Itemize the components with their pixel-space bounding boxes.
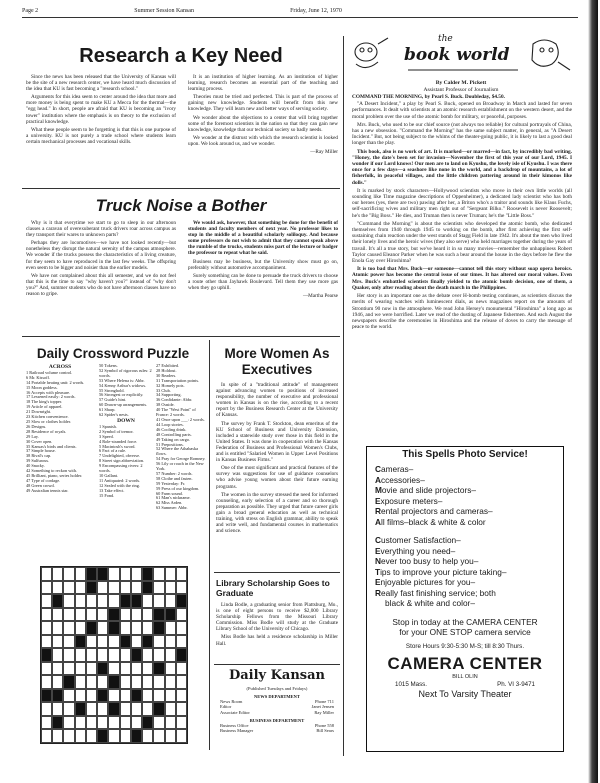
crossword-cell[interactable]	[52, 662, 63, 676]
across-list-a: 1 Railroad volume control. 6 Mr. Kissoff. 14 Portable heating unit: 2 words. 15 Moon goddess. 16 Accepts with pleasure. 17 Lessened easily: 2 words. 18 The king's topper. 19 Article of apparel. 21 Downright. 23 Kitchen convenience. 25 Slow or clothes holder. 26 Designs. 28 Residence of royals. 29 Lay. 30 Cover open. 35 Kansas's birds and clients. 37 Simple house. 38 Rival's cap. 39 Sulfurous. 40 Snacky. 42 Something to reckon with. 45 Brilliant, piano, series holder. 47 Type of cordage. 48 Green crowd. 49 Australian tennis star.	[26, 369, 85, 493]
ad-next-to: Next To Varsity Theater	[418, 688, 512, 699]
crossword-cell[interactable]	[75, 716, 86, 730]
crossword-cell[interactable]	[153, 675, 164, 689]
crossword-black-cell	[41, 648, 52, 662]
crossword-grid[interactable]	[40, 566, 188, 744]
crossword-cell[interactable]	[108, 635, 119, 649]
crossword-cell[interactable]	[52, 608, 63, 622]
crossword-black-cell	[120, 635, 131, 649]
crossword-cell[interactable]	[75, 648, 86, 662]
women-p4: The women in the survey stressed the need for informed counseling, early selection of a career and so thorough preparation as possible. They urged that future career girls gain a broad general education as well as technical training, with stress on English grammar, ability to speak and write well, and fundamental courses in mathematics and science.	[216, 491, 338, 535]
crossword-black-cell	[176, 594, 187, 608]
crossword-cell[interactable]	[120, 729, 131, 743]
crossword-cell[interactable]	[97, 702, 108, 716]
crossword-cell[interactable]	[75, 662, 86, 676]
crossword-cell[interactable]	[97, 716, 108, 730]
crossword-cell[interactable]	[142, 608, 153, 622]
crossword-cell[interactable]	[52, 702, 63, 716]
crossword-cell[interactable]	[153, 581, 164, 595]
crossword-cell[interactable]	[142, 648, 153, 662]
crossword-cell[interactable]	[131, 567, 142, 581]
review-p5: "Command the Morning" is about the scientists who developed the atomic bomb, who dedicated themselves from 1940 through 1945 to working on the bomb, after first achieving the first self-sustaining chain reaction under the west stands of Stagg Field in late 1942. It's about the men who lived their lonely lives and the heroic wives (they also serve) who held marriages together during the years of travail. It's all a true story, but we've heard it in so many movies—remember the unhappiness Robert Taylor caused Eleanor Parker when he was such a bear around the house in the days before he flew the Enola Gay over Hiroshima?	[352, 220, 572, 265]
ad-owner: BILL OLIN	[452, 673, 478, 680]
review-p7: Her story is an important one as the debate over H-bomb testing continues, as scientists discuss the merits of wearing watches with luminescent dials, as news magazines report on the amounts of Strontium 90 now in the atmosphere. We read John Hersey's monumental "Hiroshima" a long ago as 1946, and we were horrified. Later we read of the dusting of Japanese fishermen. And each August the newspapers describe the ceremonies in Hiroshima and the release of doves to carry the message of peace to the world.	[352, 293, 572, 331]
crossword-black-cell	[153, 662, 164, 676]
ad-acrostic-center: Customer Satisfaction– Everything you need– Never too busy to help you– Tips to improve your picture taking– Enjoyable pictures for you– Really fast finishing service; both black & white and color–	[375, 535, 555, 609]
truck-p6: Surely something can be done to persuade the truck drivers to choose a route other than Jayhawk Boulevard. Tell them they use more gas when they go uphill.	[188, 272, 338, 291]
crossword-cell[interactable]	[63, 729, 74, 743]
book-review	[352, 94, 572, 332]
truck-headline: Truck Noise a Bother	[95, 196, 267, 215]
crossword-cell[interactable]	[86, 608, 97, 622]
crossword-cell[interactable]	[52, 675, 63, 689]
crossword-cell[interactable]	[108, 662, 119, 676]
ad-hours: Store Hours 9:30-5:30 M-S; till 8:30 Thurs.	[405, 642, 525, 650]
paper-name: Summer Session Kansan	[134, 8, 194, 14]
crossword-black-cell	[120, 594, 131, 608]
women-p3: One of the most significant and practical features of the survey was suggestions for use of guidance counselors who advise young women about their future earning programs.	[216, 465, 338, 490]
divider	[214, 572, 340, 573]
crossword-black-cell	[86, 581, 97, 595]
crossword-cell[interactable]	[176, 729, 187, 743]
issue-date: Friday, June 12, 1970	[290, 8, 342, 14]
truck-column-2	[188, 220, 338, 299]
crossword-cell[interactable]	[86, 729, 97, 743]
crossword-cell[interactable]	[142, 662, 153, 676]
crossword-cell[interactable]	[120, 608, 131, 622]
divider	[22, 188, 340, 189]
research-column-1	[26, 74, 176, 147]
crossword-cell[interactable]	[153, 729, 164, 743]
crossword-cell[interactable]	[176, 608, 187, 622]
crossword-cell[interactable]	[131, 716, 142, 730]
crossword-cell[interactable]	[120, 662, 131, 676]
banner-the: the	[438, 34, 453, 44]
crossword-cell[interactable]	[176, 621, 187, 635]
review-p1: "A Desert Incident," a play by Pearl S. Buck, opened on Broadway in March and lasted for seven performances. It dealt with scientists at an atomic research establishment on the western desert, and the moral problem over the use of the atomic bomb for military, or peaceful, purposes.	[352, 101, 572, 120]
crossword-cell[interactable]	[165, 716, 176, 730]
crossword-black-cell	[52, 689, 63, 703]
women-headline: More Women As Executives	[224, 346, 330, 377]
research-p1: Since the news has been released that the University of Kansas will be the site of a new research center, we have heard much discussion of the idea that KU is fast becoming a "research school."	[26, 74, 176, 93]
masthead-pub: (Published Tuesdays and Fridays)	[246, 686, 308, 691]
ad-stop-2: for your ONE STOP camera service	[399, 627, 531, 638]
masthead-logo: Daily Kansan	[228, 668, 326, 683]
down-label: DOWN	[117, 417, 135, 424]
divider	[22, 336, 340, 337]
review-p2: Mrs. Buck, who used to be our chief source (not always too reliable) for cultural portrayals of China, has a new obsession. "Command the Morning" has the same subject matter, in general, as "A Desert Incident." But, not being subject to the whims of the theater-going public, it is likely to last a good deal longer than the play.	[352, 121, 572, 147]
review-p3: This book, also is no work of art. It is marked—or marred—in fact, by incredibly bad writing. "Honey, the date's been set for invasion—November the first of this year of our Lord, 1945. I wonder if our Lord knows! Our men are to land on Kyushu, the lovely isle of Kyushu. I was there once for a few days—a seashore like none in the world, and a backdrop of mountains, a lot of fisherfolk, in peaceful villages, and the little children pattering around in their kimonos like dolls."	[352, 148, 572, 186]
crossword-cell[interactable]	[131, 662, 142, 676]
crossword-cell[interactable]	[120, 702, 131, 716]
crossword-cell[interactable]	[97, 594, 108, 608]
crossword-cell[interactable]	[41, 635, 52, 649]
ad-stop-1: Stop in today at the CAMERA CENTER	[392, 616, 538, 627]
crossword-cell[interactable]	[52, 581, 63, 595]
crossword-cell[interactable]	[41, 675, 52, 689]
crossword-black-cell	[63, 675, 74, 689]
women-p1: In spite of a "traditional attitude" of management against advancing women to positions of increased responsibility, the number of executive and professional women in Kansas is on the rise, according to a recent report by the Business Research Center at the University of Kansas.	[216, 382, 338, 419]
crossword-cell[interactable]	[176, 675, 187, 689]
crossword-cell[interactable]	[142, 689, 153, 703]
crossword-cell[interactable]	[176, 567, 187, 581]
crossword-black-cell	[142, 581, 153, 595]
crossword-cell[interactable]	[176, 581, 187, 595]
research-p6: We wonder about the objections to a center that will bring together some of the foremost scientists in the nation so that they can gain new knowledge, knowledge that our technical society so badly needs.	[188, 114, 338, 133]
crossword-black-cell	[108, 608, 119, 622]
crossword-cell[interactable]	[75, 729, 86, 743]
camera-center-ad	[366, 446, 564, 752]
truck-p4: We would ask, however, that something be done for the benefit of students and faculty members of next year. No professor likes to stop in the middle of a beautiful scholarly soliloquy. And because some professors do not wish to admit that they cannot speak above the rumble of the trucks, students miss part of the lecture or badger the professor to repeat what he said.	[188, 220, 338, 257]
crossword-cell[interactable]	[41, 729, 52, 743]
crossword-cell[interactable]	[63, 702, 74, 716]
crossword-cell[interactable]	[63, 635, 74, 649]
research-headline: Research a Key Need	[79, 45, 283, 67]
crossword-cell[interactable]	[108, 689, 119, 703]
crossword-cell[interactable]	[63, 567, 74, 581]
crossword-black-cell	[131, 594, 142, 608]
crossword-cell[interactable]	[131, 635, 142, 649]
page-number: Page 2	[22, 8, 39, 14]
crossword-black-cell	[153, 621, 164, 635]
ad-phone: Ph. VI 3-9471	[497, 680, 535, 688]
crossword-cell[interactable]	[75, 594, 86, 608]
crossword-black-cell	[75, 702, 86, 716]
crossword-cell[interactable]	[131, 581, 142, 595]
crossword-cell[interactable]	[142, 594, 153, 608]
crossword-cell[interactable]	[142, 729, 153, 743]
crossword-cell[interactable]	[165, 648, 176, 662]
crossword-cell[interactable]	[120, 689, 131, 703]
crossword-cell[interactable]	[41, 608, 52, 622]
crossword-cell[interactable]	[52, 621, 63, 635]
masthead-staff: NEWS DEPARTMENT News Room Phone 711 Editor Janet Jensen Associate Editor Ray Miller BUSINESS DEPARTMENT Business Office Phone 558 Business Manager Bill Sears	[220, 694, 334, 734]
truck-signature: —Martha Pearse	[302, 293, 338, 300]
column-divider	[209, 340, 210, 750]
crossword-cell[interactable]	[97, 648, 108, 662]
crossword-black-cell	[97, 567, 108, 581]
crossword-cell[interactable]	[153, 635, 164, 649]
truck-p3: We have not complained about this all semester, and we do not feel that this is the time to say "why haven't you?" instead of "why don't you?" And, summer students who do not have afternoon classes have no reason to gripe.	[26, 272, 176, 298]
crossword-cell[interactable]	[75, 621, 86, 635]
truck-p5: Business may be business, but the University show must go on, preferably without automotive accompaniment.	[188, 258, 338, 271]
ad-last-line: black & white and color–	[385, 598, 475, 609]
review-p4: It is marked by stock characters—Hollywood scientists who move in their own little worlds (all sounding like Time magazine descriptions of Oppenheimer), a dedicated lady scientist who has both our heroes (yes, there are two) pawing after her, a Briton who's a traitor and sounds like Klaus Fuchs, self-sacrificing wives and military men right out of "Sergeant Bilko." Roosevelt is never Roosevelt; he's the "Big Boss." He dies, and Truman then is never Truman; he's the "Little Boss."	[352, 187, 572, 219]
crossword-cell[interactable]	[153, 567, 164, 581]
crossword-cell[interactable]	[41, 594, 52, 608]
crossword-cell[interactable]	[86, 662, 97, 676]
crossword-cell[interactable]	[165, 581, 176, 595]
ad-address: 1015 Mass.	[395, 680, 427, 688]
truck-p2: Perhaps they are locomotives—we have not looked recently—but nonetheless they disrupt the natural serenity of the campus atmosphere. We wonder if the trucks possess the characteristics of a living creature, for they seem to have reproduced in the last few weeks. The offspring even seem to be bigger and noisier than the earlier models.	[26, 240, 176, 271]
crossword-cell[interactable]	[165, 675, 176, 689]
crossword-black-cell	[165, 608, 176, 622]
crossword-cell[interactable]	[86, 689, 97, 703]
crossword-cell[interactable]	[75, 608, 86, 622]
crossword-black-cell	[86, 567, 97, 581]
truck-column-1	[26, 220, 176, 299]
crossword-cell[interactable]	[52, 729, 63, 743]
crossword-cell[interactable]	[41, 662, 52, 676]
crossword-cell[interactable]	[86, 716, 97, 730]
crossword-cell[interactable]	[142, 675, 153, 689]
crossword-cell[interactable]	[41, 702, 52, 716]
crossword-cell[interactable]	[120, 581, 131, 595]
crossword-across-clues	[26, 364, 94, 494]
crossword-cell[interactable]	[131, 675, 142, 689]
crossword-cell[interactable]	[108, 648, 119, 662]
crossword-clues-col-3: 27 Exhibited. 28 Holdout. 30 Readers. 31 Transportation points. 32 Homely pots. 33 Club. 34 Supporting. 36 Confidante: Abbr. 38 Ouside. 40 The "West Point" of France: 2 words. 41 Once upon ___: 2 words. 44 Loop stories. 46 Cooling drink. 48 Controlling parts. 49 Taking on cargo. 51 Prepositions. 52 Where the Athabaska flows. 54 Pray for George Romney. 56 Lily or roach in the New York. 57 Number: 2 words. 58 Clothe and fasten. 59 Yesterday: Fr. 59 Press of our kingdom. 60 Farm sound. 61 Man's nickname. 62 Miss Arden. 63 Summer: Abbr.	[156, 363, 206, 511]
crossword-black-cell	[41, 689, 52, 703]
research-column-2	[188, 74, 338, 155]
crossword-cell[interactable]	[165, 567, 176, 581]
crossword-cell[interactable]	[120, 716, 131, 730]
crossword-cell[interactable]	[97, 608, 108, 622]
crossword-cell[interactable]	[63, 648, 74, 662]
ad-title: This Spells Photo Service!	[402, 449, 528, 460]
crossword-cell[interactable]	[97, 675, 108, 689]
research-p2: Arguments for this idea seem to center around the idea that more and more money is being spent to make KU a Mecca for the thermal—the "egg head." In short, people are afraid that KU is becoming an "ivory tower" institution where the emphasis is on theory to the exclusion of practical knowledge.	[26, 94, 176, 125]
crossword-cell[interactable]	[165, 635, 176, 649]
crossword-cell[interactable]	[75, 581, 86, 595]
crossword-cell[interactable]	[142, 702, 153, 716]
crossword-black-cell	[142, 567, 153, 581]
news-dept-label: NEWS DEPARTMENT	[254, 694, 300, 699]
crossword-cell[interactable]	[63, 608, 74, 622]
crossword-black-cell	[131, 648, 142, 662]
crossword-cell[interactable]	[108, 594, 119, 608]
crossword-cell[interactable]	[86, 675, 97, 689]
crossword-cell[interactable]	[86, 702, 97, 716]
crossword-cell[interactable]	[108, 567, 119, 581]
crossword-cell[interactable]	[165, 621, 176, 635]
crossword-cell[interactable]	[176, 689, 187, 703]
business-dept-label: BUSINESS DEPARTMENT	[249, 717, 305, 723]
byline-role: Assistant Professor of Journalism	[423, 86, 499, 93]
review-head: COMMAND THE MORNING, by Pearl S. Buck. Doubleday, $4.50.	[352, 94, 505, 100]
crossword-black-cell	[52, 594, 63, 608]
crossword-black-cell	[131, 689, 142, 703]
crossword-cell[interactable]	[131, 608, 142, 622]
column-divider	[343, 36, 344, 756]
divider	[214, 664, 340, 665]
crossword-cell[interactable]	[41, 567, 52, 581]
crossword-cell[interactable]	[97, 581, 108, 595]
crossword-cell[interactable]	[165, 689, 176, 703]
crossword-cell[interactable]	[63, 621, 74, 635]
crossword-cell[interactable]	[165, 729, 176, 743]
crossword-cell[interactable]	[176, 702, 187, 716]
crossword-black-cell	[153, 702, 164, 716]
crossword-black-cell	[108, 675, 119, 689]
crossword-cell[interactable]	[108, 729, 119, 743]
research-p3: What these people seem to be forgetting is that this is one purpose of a university. KU is not purely a trade school where students learn certain mechanical processes and vocational skills.	[26, 126, 176, 145]
crossword-cell[interactable]	[52, 635, 63, 649]
crossword-cell[interactable]	[120, 567, 131, 581]
crossword-cell[interactable]	[153, 716, 164, 730]
banner-book-world: book world	[404, 45, 510, 65]
research-p5: Theories must be tried and perfected. This is part of the process of gaining new knowledge. Students will benefit from this new knowledge. They will learn new and better ways of serving society.	[188, 94, 338, 113]
women-article	[216, 382, 338, 536]
crossword-cell[interactable]	[75, 689, 86, 703]
crossword-black-cell	[97, 662, 108, 676]
crossword-black-cell	[176, 648, 187, 662]
crossword-black-cell	[131, 729, 142, 743]
crossword-cell[interactable]	[153, 594, 164, 608]
crossword-cell[interactable]	[41, 621, 52, 635]
crossword-cell[interactable]	[63, 662, 74, 676]
crossword-black-cell	[52, 716, 63, 730]
crossword-cell[interactable]	[176, 662, 187, 676]
crossword-cell[interactable]	[120, 621, 131, 635]
crossword-cell[interactable]	[52, 567, 63, 581]
crossword-black-cell	[86, 621, 97, 635]
binding-edge	[588, 0, 598, 783]
crossword-cell[interactable]	[63, 716, 74, 730]
crossword-cell[interactable]	[120, 648, 131, 662]
crossword-cell[interactable]	[131, 702, 142, 716]
women-p2: The survey by Frank T. Stockton, dean emeritus of the KU School of Business and University Extension, included a statewide study over those in this field in the United States. It was done in cooperation with the Kansas Federation of Business and Professional Women's Clubs, and is entitled "Salaried Women in Upper Level Positions in Kansas Business Firms."	[216, 420, 338, 464]
crossword-black-cell	[108, 702, 119, 716]
crossword-cell[interactable]	[131, 621, 142, 635]
crossword-cell[interactable]	[153, 689, 164, 703]
research-signature: —Ray Miller	[310, 149, 338, 156]
crossword-black-cell	[97, 729, 108, 743]
crossword-cell[interactable]	[165, 702, 176, 716]
page-header	[22, 8, 578, 18]
crossword-cell[interactable]	[165, 594, 176, 608]
crossword-cell[interactable]	[120, 675, 131, 689]
crossword-cell[interactable]	[97, 621, 108, 635]
scholarship-p1: Linda Bodle, a graduating senior from Plattsburg, Mo., is one of eight persons to receive $2,000 Library Scholarship Fellows from the Missouri Library Commission. Miss Bodle will study at the Graduate Library School of the University of Chicago.	[216, 602, 338, 633]
crossword-cell[interactable]	[63, 594, 74, 608]
crossword-cell[interactable]	[75, 567, 86, 581]
crossword-cell[interactable]	[41, 581, 52, 595]
crossword-cell[interactable]	[75, 675, 86, 689]
crossword-cell[interactable]	[153, 648, 164, 662]
crossword-black-cell	[97, 689, 108, 703]
scholarship-article	[216, 602, 338, 649]
truck-p1: Why is it that everytime we start to go to sleep in our afternoon classes a caravan of overexuberant truck drivers roar across campus as they transport their wares to unknown parts?	[26, 220, 176, 239]
crossword-cell[interactable]	[86, 594, 97, 608]
review-p6: It is too bad that Mrs. Buck—or someone—cannot tell this story without soap opera heroics. Atomic power has become the central issue of our times. It has altered our moral values. Even Mrs. Buck's embattled scientists finally yielded to the atomic bomb decision, one of them, a Quaker, only after reading about the death march in the Philippines.	[352, 266, 572, 291]
crossword-black-cell	[142, 635, 153, 649]
crossword-black-cell	[153, 608, 164, 622]
crossword-black-cell	[75, 635, 86, 649]
crossword-cell[interactable]	[86, 648, 97, 662]
crossword-black-cell	[142, 716, 153, 730]
research-p7: We wonder at the distrust with which the research scientist is looked upon. We look around us, and we wonder.	[188, 134, 338, 147]
crossword-cell[interactable]	[165, 662, 176, 676]
ad-brand: CAMERA CENTER	[387, 653, 543, 673]
research-p4: It is an institution of higher learning. As an institution of higher learning, research becomes an essential part of the teaching and learning process.	[188, 74, 338, 93]
book-world-banner	[348, 34, 574, 76]
crossword-black-cell	[108, 621, 119, 635]
byline-name: By Calder M. Pickett	[435, 80, 487, 86]
crossword-cell[interactable]	[86, 635, 97, 649]
crossword-title: Daily Crossword Puzzle	[36, 346, 190, 361]
crossword-cell[interactable]	[108, 581, 119, 595]
crossword-clues-col-2: 50 Tokens. 52 Symbol of rigorous rules: 2 words. 53 Where Helena is: Abbr. 54 Kenny Arthur's widows. 55 Stronghold. 56 Strongest or explicitly. 57 Guide's hint. 60 Drawn-up arrangements. 61 Sharp. 62 Spider's nests. DOWN 1 Spanish. 2 Symbol of tremor. 3 Speed. 4 Role-stranded force. 5 Macintosh's sword. 6 Fact of a rule. 7 Undelighted, obverse. 8 Street sign abbreviation. 9 Encompassing rivers: 2 words. 10 Gallant. 11 Antiquated: 2 words. 12 Sealed with the ring. 13 Take effect. 15 Fond.	[99, 363, 152, 498]
crossword-cell[interactable]	[176, 635, 187, 649]
crossword-cell[interactable]	[52, 648, 63, 662]
crossword-cell[interactable]	[41, 716, 52, 730]
crossword-cell[interactable]	[176, 716, 187, 730]
book-byline	[348, 80, 574, 93]
scholarship-p2: Miss Bodle has held a residence scholarship in Miller Hall.	[216, 634, 338, 647]
scholarship-headline: Library Scholarship Goes to Graduate	[216, 578, 330, 598]
crossword-cell[interactable]	[108, 716, 119, 730]
crossword-cell[interactable]	[142, 621, 153, 635]
crossword-cell[interactable]	[97, 635, 108, 649]
crossword-cell[interactable]	[63, 581, 74, 595]
across-label: ACROSS	[48, 364, 72, 370]
ad-acrostic-camera: Cameras– Accessories– Movie and slide projectors– Exposure meters– Rental projectors and cameras– All films–black & white & color	[375, 464, 493, 527]
crossword-cell[interactable]	[63, 689, 74, 703]
